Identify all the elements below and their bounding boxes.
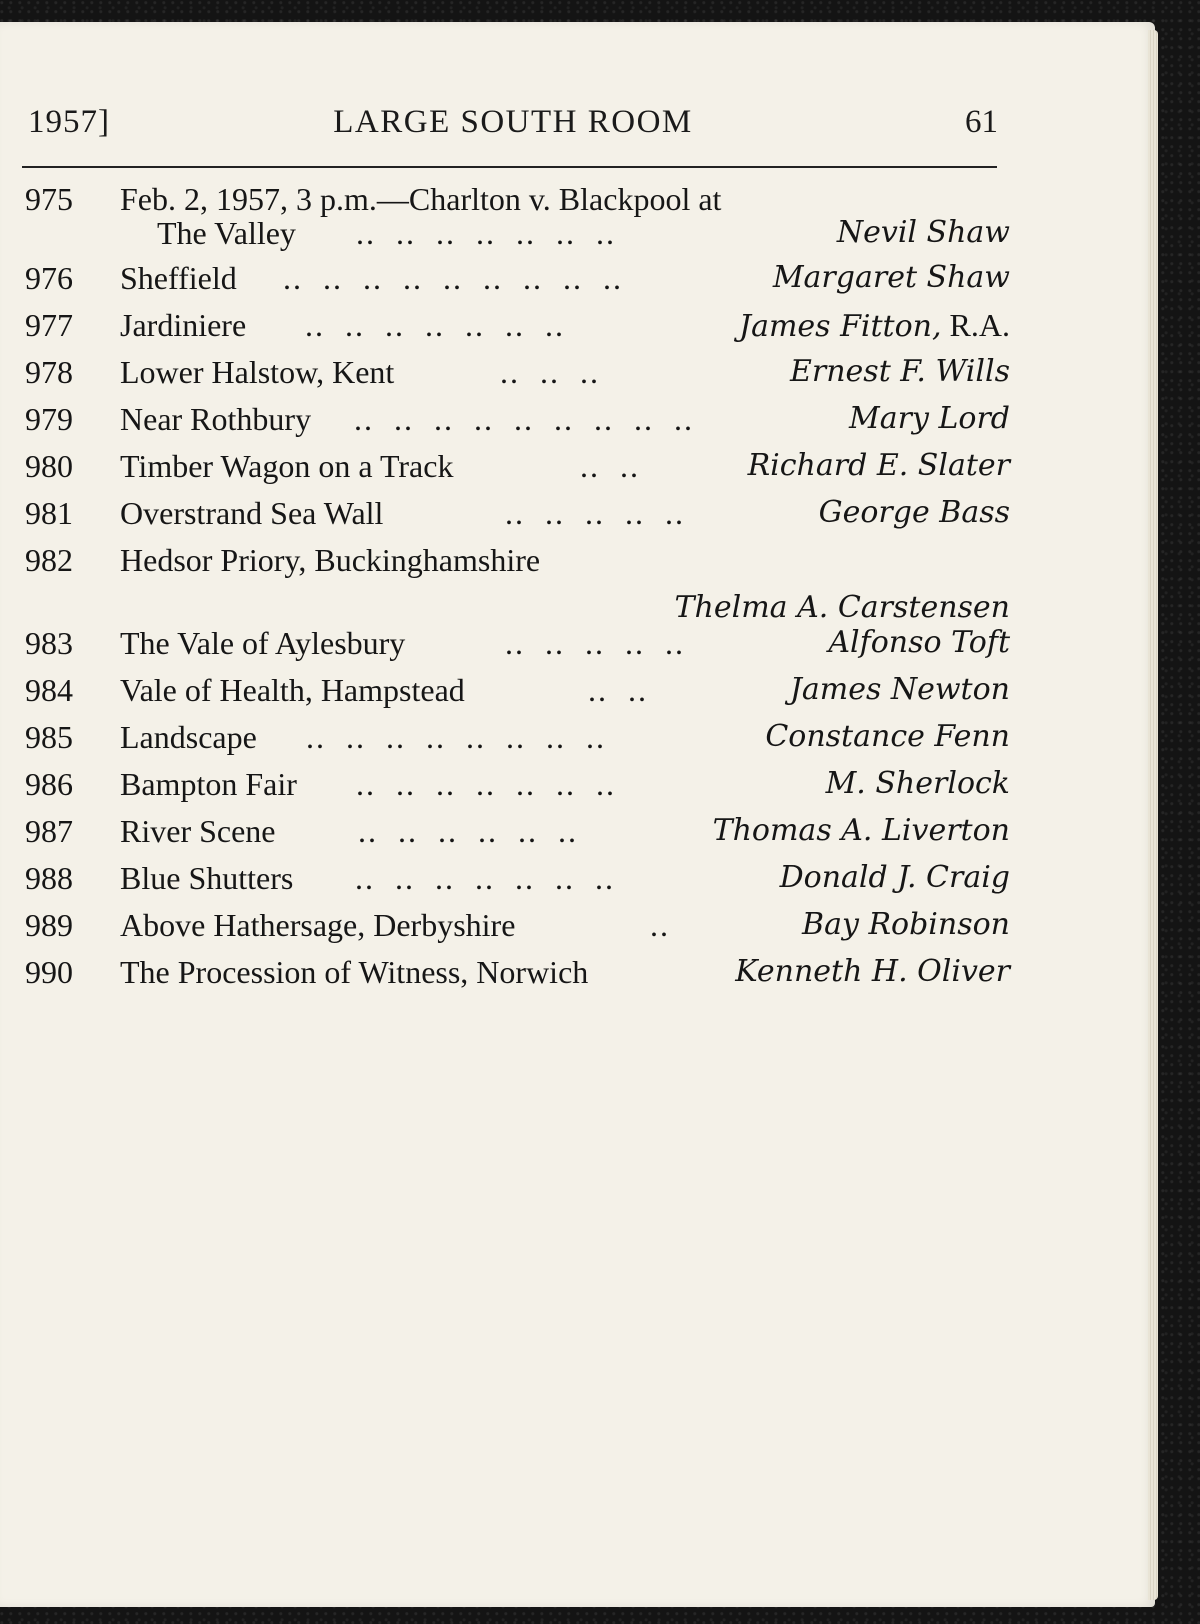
catalogue-entry <box>0 624 1010 664</box>
dot-leader: .. .. .. .. .. .. .. <box>356 215 616 251</box>
catalogue-entry <box>0 180 1010 270</box>
entry-number: 983 <box>25 625 73 661</box>
artist-name-text: Richard E. Slater <box>747 448 1010 483</box>
artist-name <box>790 353 1010 391</box>
entry-number: 988 <box>25 860 73 896</box>
artist-name-text: Ernest F. Wills <box>789 354 1010 389</box>
artist-name <box>739 306 1010 346</box>
artist-name-text: Thelma A. Carstensen <box>674 590 1010 625</box>
dot-leader: .. .. .. <box>500 354 600 390</box>
dot-leader: .. .. .. .. .. .. .. <box>356 766 616 802</box>
catalogue-entry <box>0 906 1010 946</box>
entry-number: 980 <box>25 448 73 484</box>
artist-name-text: Constance Fenn <box>765 719 1010 754</box>
artist-name <box>826 765 1010 803</box>
entry-number: 975 <box>25 181 73 217</box>
entry-number: 984 <box>25 672 73 708</box>
entry-title: Feb. 2, 1957, 3 p.m.—Charlton v. Blackpool at <box>120 181 722 217</box>
artist-name <box>837 214 1010 252</box>
dot-leader: .. .. .. .. .. <box>505 625 685 661</box>
dot-leader: .. .. .. .. .. .. <box>358 813 578 849</box>
entry-title: The Vale of Aylesbury <box>120 625 406 661</box>
artist-name <box>780 859 1010 897</box>
header-year: 1957] <box>28 104 110 140</box>
artist-name <box>773 259 1010 297</box>
entry-title: Near Rothbury <box>120 401 312 437</box>
artist-name-text: Kenneth H. Oliver <box>735 954 1010 989</box>
dot-leader: .. .. .. .. .. .. .. .. <box>306 719 606 755</box>
catalogue-entry <box>0 447 1010 487</box>
entry-title: River Scene <box>120 813 276 849</box>
entry-number: 978 <box>25 354 73 390</box>
entry-title: Lower Halstow, Kent <box>120 354 395 390</box>
artist-name <box>765 718 1010 756</box>
artist-name-text: George Bass <box>818 495 1010 530</box>
entry-title: Sheffield <box>120 260 237 296</box>
entry-title: Landscape <box>120 719 257 755</box>
entry-number: 981 <box>25 495 73 531</box>
dot-leader: .. .. <box>588 672 648 708</box>
entry-number: 977 <box>25 307 73 343</box>
page-number: 61 <box>965 104 998 140</box>
artist-name <box>849 400 1010 438</box>
dot-leader: .. <box>650 907 670 943</box>
entry-title: Overstrand Sea Wall <box>120 495 384 531</box>
entry-number: 990 <box>25 954 73 990</box>
artist-name-text: Nevil Shaw <box>836 215 1010 250</box>
artist-name <box>748 447 1010 485</box>
artist-name <box>819 494 1010 532</box>
artist-name <box>735 953 1010 991</box>
entry-number: 982 <box>25 542 73 578</box>
catalogue-entry <box>0 953 1010 993</box>
catalogue-entry <box>0 353 1010 393</box>
catalogue-entry <box>0 259 1010 299</box>
artist-name-text: Mary Lord <box>849 401 1010 436</box>
artist-name <box>828 624 1010 662</box>
artist-name <box>713 812 1010 850</box>
dot-leader: .. .. .. .. .. .. .. .. .. <box>354 401 694 437</box>
catalogue-entry <box>0 541 1010 631</box>
artist-name-text: Thomas A. Liverton <box>712 813 1010 848</box>
artist-name <box>790 671 1010 709</box>
artist-name-text: Margaret Shaw <box>772 260 1010 295</box>
entry-title: Bampton Fair <box>120 766 297 802</box>
entry-number: 985 <box>25 719 73 755</box>
entry-title-continuation: The Valley <box>157 215 296 251</box>
catalogue-entry <box>0 859 1010 899</box>
dot-leader: .. .. <box>580 448 640 484</box>
entry-title: Blue Shutters <box>120 860 294 896</box>
header-title: LARGE SOUTH ROOM <box>333 104 693 140</box>
entry-title: Timber Wagon on a Track <box>120 448 454 484</box>
dot-leader: .. .. .. .. .. .. .. <box>305 307 565 343</box>
artist-name-text: James Newton <box>789 672 1010 707</box>
catalogue-entry <box>0 671 1010 711</box>
entry-number: 979 <box>25 401 73 437</box>
artist-name-text: Donald J. Craig <box>779 860 1010 895</box>
catalogue-entry <box>0 306 1010 346</box>
dot-leader: .. .. .. .. .. .. .. <box>355 860 615 896</box>
entry-number: 986 <box>25 766 73 802</box>
dot-leader: .. .. .. .. .. .. .. .. .. <box>283 260 623 296</box>
catalogue-entry <box>0 812 1010 852</box>
dot-leader: .. .. .. .. .. <box>505 495 685 531</box>
artist-name-text: Bay Robinson <box>802 907 1010 942</box>
artist-honour: R.A. <box>941 307 1010 343</box>
artist-name-text: James Fitton, <box>739 309 942 344</box>
catalogue-entry <box>0 765 1010 805</box>
entry-number: 987 <box>25 813 73 849</box>
entry-title: Vale of Health, Hampstead <box>120 672 465 708</box>
entry-number: 976 <box>25 260 73 296</box>
entry-title: Jardiniere <box>120 307 247 343</box>
catalogue-entry <box>0 400 1010 440</box>
entry-title: Hedsor Priory, Buckinghamshire <box>120 542 541 578</box>
artist-name-text: M. Sherlock <box>825 766 1010 801</box>
entry-title: The Procession of Witness, Norwich <box>120 954 589 990</box>
catalogue-entry <box>0 494 1010 534</box>
artist-name <box>802 906 1010 944</box>
entry-title: Above Hathersage, Derbyshire <box>120 907 516 943</box>
catalogue-entry <box>0 718 1010 758</box>
artist-name-text: Alfonso Toft <box>828 625 1010 660</box>
entry-number: 989 <box>25 907 73 943</box>
artist-name <box>675 589 1010 627</box>
